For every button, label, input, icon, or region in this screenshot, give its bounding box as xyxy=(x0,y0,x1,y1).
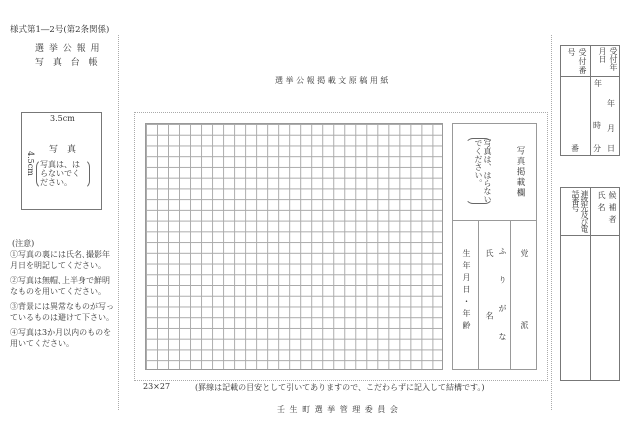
main-title: 選 挙 公 報 掲 載 文 原 稿 用 紙 xyxy=(275,76,389,85)
photo-width-label: 3.5cm xyxy=(50,114,75,123)
photo-height-label: 4.5cm xyxy=(26,151,35,176)
photo-label: 写 真 xyxy=(49,145,77,155)
cut-line xyxy=(118,35,119,410)
reception-table xyxy=(560,45,620,156)
note-item: ②写真は無帽､上半身で鮮明なものを用いてください。 xyxy=(10,276,110,296)
left-title-1: 選 挙 公 報 用 xyxy=(35,44,101,54)
manuscript-grid[interactable] xyxy=(145,123,443,370)
issuer: 壬 生 町 選 挙 管 理 委 員 会 xyxy=(277,405,399,414)
note-item: ④写真は3か月以内のものを用いてください。 xyxy=(10,328,112,348)
minute-label: 分 xyxy=(593,144,601,153)
month-label: 月 xyxy=(607,124,615,133)
grid-size: 23×27 xyxy=(143,382,171,391)
birth-age-label: 生年月日・年齢 xyxy=(462,249,471,333)
number-suffix: 番 xyxy=(571,144,579,153)
left-title-2: 写 真 台 帳 xyxy=(35,58,101,68)
furigana-label: ふ り が な xyxy=(498,247,507,350)
cut-line xyxy=(551,35,552,410)
candidate-table xyxy=(560,187,620,381)
contact-label: 連絡先及び電話番号 xyxy=(571,190,589,232)
note-item: ③背景には異常なものが写っているものは避けて下さい。 xyxy=(10,302,114,322)
photo-box xyxy=(21,112,102,210)
candidate-name-label: 候補者氏名 xyxy=(597,191,617,227)
year-label-2: 年 xyxy=(607,99,615,108)
hour-label: 時 xyxy=(593,121,601,130)
notes-list xyxy=(10,249,116,349)
day-label: 日 xyxy=(607,144,615,153)
form-number: 様式第1―2号(第2条関係) xyxy=(10,25,110,35)
footnote: (罫線は記載の目安として引いてありますので、こだわらずに記入して結構です。) xyxy=(195,383,485,392)
reception-date-label: 受付年月日 xyxy=(598,47,618,71)
year-label: 年 xyxy=(594,79,602,88)
photo-note-vertical: 写真は、はらないでください。 xyxy=(465,138,493,204)
photo-note: 写真は、はらないでください。 xyxy=(36,159,90,189)
photo-section-label: 写真掲載欄 xyxy=(515,146,525,199)
name-label: 氏 名 xyxy=(485,249,494,346)
notes-heading: (注意) xyxy=(12,239,35,248)
party-label: 党 派 xyxy=(520,249,529,357)
reception-number-label: 受付番号 xyxy=(567,48,587,75)
note-item: ①写真の裏には氏名､撮影年月日を明記してください。 xyxy=(10,250,110,270)
info-section xyxy=(452,123,537,370)
